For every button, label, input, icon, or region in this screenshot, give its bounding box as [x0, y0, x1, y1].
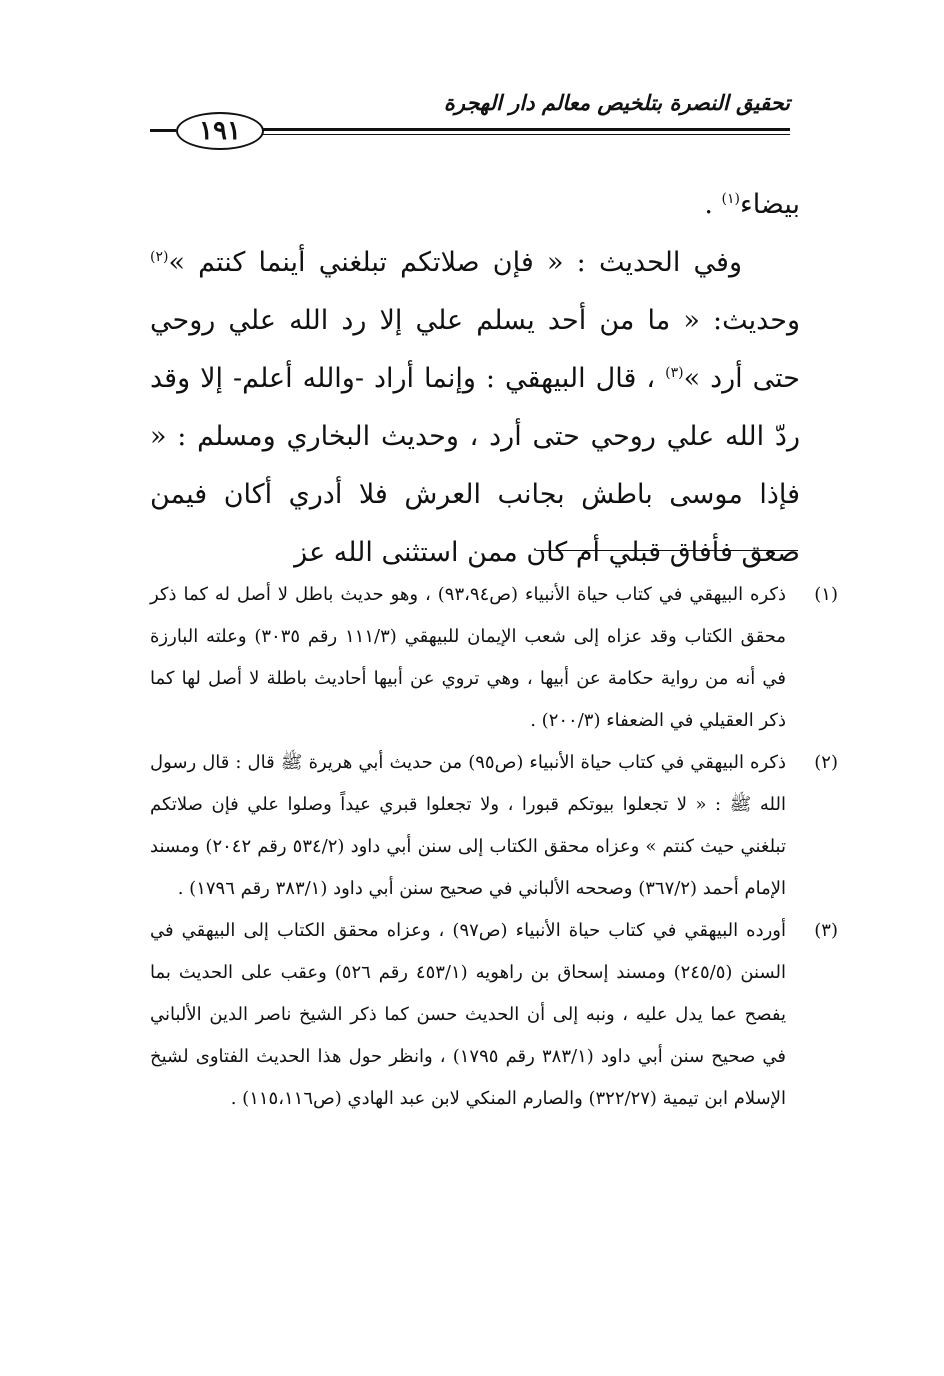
- header-rule-thin: [260, 134, 790, 135]
- main-body: [150, 176, 800, 582]
- paragraph-2-part-2: وحديث: « ما من أحد يسلم علي إلا رد الله علي روحي حتى أرد »: [150, 305, 801, 394]
- footnote-ref-3: (٣): [665, 365, 684, 381]
- footnotes: [150, 574, 838, 1120]
- paragraph-2-part-1: وفي الحديث : « فإن صلاتكم تبلغني أينما كنتم »: [168, 247, 742, 278]
- footnote-1: [150, 574, 838, 742]
- header-dash: [150, 129, 176, 132]
- header-rule: [260, 128, 790, 131]
- footnote-number: (١): [814, 584, 838, 605]
- footnote-separator: [536, 550, 798, 551]
- paragraph-1: [150, 176, 800, 234]
- footnote-ref-1: (١): [721, 191, 740, 207]
- footnote-text: ذكره البيهقي في كتاب حياة الأنبياء (ص٩٥) من حديث أبي هريرة ﷺ قال : قال رسول الله ﷺ : « لا تجعلوا بيوتكم قبورا ، ولا تجعلوا قبري عيداً وصلوا علي فإن صلاتكم تبلغني حيث كنتم » وعزاه محقق الكتاب إلى سنن أبي داود (٥٣٤/٢ رقم ٢٠٤٢) ومسند الإمام أحمد (٣٦٧/٢) وصححه الألباني في صحيح سنن أبي داود (٣٨٣/١ رقم ١٧٩٦) .: [150, 752, 786, 899]
- paragraph-2: [150, 234, 800, 582]
- footnote-number: (٣): [814, 920, 838, 941]
- footnote-3: [150, 910, 838, 1120]
- paragraph-1-text: بيضاء: [740, 189, 800, 220]
- running-title: تحقيق النصرة بتلخيص معالم دار الهجرة: [443, 90, 790, 115]
- footnote-text: أورده البيهقي في كتاب حياة الأنبياء (ص٩٧) ، وعزاه محقق الكتاب إلى البيهقي في السنن (٢٤٥/٥) ومسند إسحاق بن راهويه (٤٥٣/١ رقم ٥٢٦) وعقب على الحديث بما يفصح عما يدل عليه ، ونبه إلى أن الحديث حسن كما ذكر الشيخ ناصر الدين الألباني في صحيح سنن أبي داود (٣٨٣/١ رقم ١٧٩٥) ، وانظر حول هذا الحديث الفتاوى لشيخ الإسلام ابن تيمية (٣٢٢/٢٧) والصارم المنكي لابن عبد الهادي (ص١١٥،١١٦) .: [150, 920, 786, 1109]
- footnote-number: (٢): [814, 752, 838, 773]
- footnote-ref-2: (٢): [150, 249, 169, 265]
- footnote-2: [150, 742, 838, 910]
- page-header: [150, 86, 790, 146]
- footnote-text: ذكره البيهقي في كتاب حياة الأنبياء (ص٩٣،٩٤) ، وهو حديث باطل لا أصل له كما ذكر محقق الكتاب وقد عزاه إلى شعب الإيمان للبيهقي (١١١/٣ رقم ٣٠٣٥) وعلته البارزة في أنه من رواية حكامة عن أبيها ، وهي تروي عن أبيها أحاديث باطلة لا أصل لها كما ذكر العقيلي في الضعفاء (٢٠٠/٣) .: [150, 584, 786, 731]
- paragraph-1-tail: .: [704, 189, 722, 220]
- paragraph-2-part-3: ، قال البيهقي : وإنما أراد -والله أعلم- إلا وقد ردّ الله علي روحي حتى أرد ، وحديث البخاري ومسلم : « فإذا موسى باطش بجانب العرش فلا أدري أكان فيمن صعق فأفاق قبلي أم كان ممن استثنى الله عز: [150, 363, 800, 568]
- page-number: ١٩١: [176, 112, 264, 150]
